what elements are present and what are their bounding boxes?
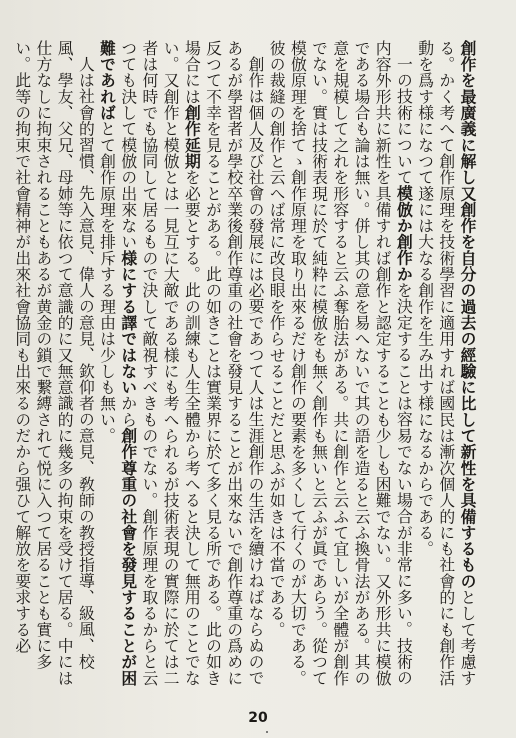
body-text: 創作は個人及び社會の發展には必要であつて人は生涯創作の生活を續けねばならぬのである bbox=[224, 40, 265, 686]
emphasized-text: 様にする譯ではない bbox=[118, 249, 138, 396]
vertical-text-body bbox=[12, 40, 478, 700]
paragraph-p2 bbox=[266, 40, 414, 700]
body-text: 學習者が學校卒業後創作尊重の社會を發見することが出來ないで創作尊重の爲めに反つて不幸を見ることがある。此の如きことは實業界に於て多く見る所である。此の如き場合には bbox=[182, 40, 244, 687]
emphasized-text: 創作を最廣義に解し又創作を自分の過去の經驗に比して新性を具備するもの bbox=[458, 40, 477, 590]
paragraph-p4 bbox=[12, 40, 97, 700]
emphasized-text: 創作延期 bbox=[182, 104, 202, 170]
body-text: が bbox=[224, 72, 244, 89]
body-text: 一の技術について bbox=[394, 55, 414, 185]
paragraph-p1 bbox=[414, 40, 478, 700]
emphasized-text: 創作尊重の社會を發見することが困難であれば bbox=[97, 40, 138, 687]
body-text: とて創作原理を排斥する理由は少しも無い。 bbox=[97, 120, 117, 444]
emphasized-text: 模倣か創作か bbox=[394, 185, 414, 282]
print-speck bbox=[266, 731, 268, 733]
body-text: として考慮する。かく考へて創作原理を技術學習に適用すれば國民は漸次個人的にも社會的にも創作活動を爲す様になつて遂には大なる創作を生み出す様になるからである。 bbox=[415, 40, 477, 687]
body-text: を決定することは容易でない場合が非常に多い。技術の内容外形共に新性を具備すれば創作と認定することも少しも困難でない。又外形共に模倣である場合も論は無い。併し其の意を易へないで其の語を造ると云ふ換骨法がある。其の意を規模して之れを形容すると云ふ奪胎法がある。共に創作と云ふて宜しいが全體が創作でない。實は技術表現に於て純粋に模倣をも無く創作も無いと云ふが眞であらう。從つて模倣原理を捨てゝ創作原理を取り出來るだけ創作の要素を多くして行くのが大切である。彼の裁縫の創作と云へば常に改良眼を作らせることだと思ふが如きは不當である。 bbox=[267, 40, 414, 686]
body-text: 人は社會的習慣、先入意見、偉人の意見、欽仰者の意見、敎師の教授指導、級風、校風、學友、父兄、母姉等に依つて意識的に又無意識的に幾多の拘束を受けて居る。中には仕方なしに拘束されることもあるが黄金の鎖で繋縛されて悦に入つて居ることも實に多い。此等の拘束で社會精神が出來社會協同も出來るのだから强ひて解放を要求する必 bbox=[12, 40, 96, 686]
body-text: から bbox=[118, 395, 138, 428]
page-number: 20 bbox=[248, 710, 268, 726]
paragraph-p3 bbox=[96, 40, 266, 700]
body-text: を必要とする。此の訓練も人生全體から考へると決して無用のことでない。又創作と模倣とは一見互に大敵である様にも考へられるが技術表現の實際に於ては二者は何時でも協同して居るもので決して敵視すべきものでない。創作原理を取るからと云つても決して模倣の出來ない bbox=[118, 40, 202, 687]
